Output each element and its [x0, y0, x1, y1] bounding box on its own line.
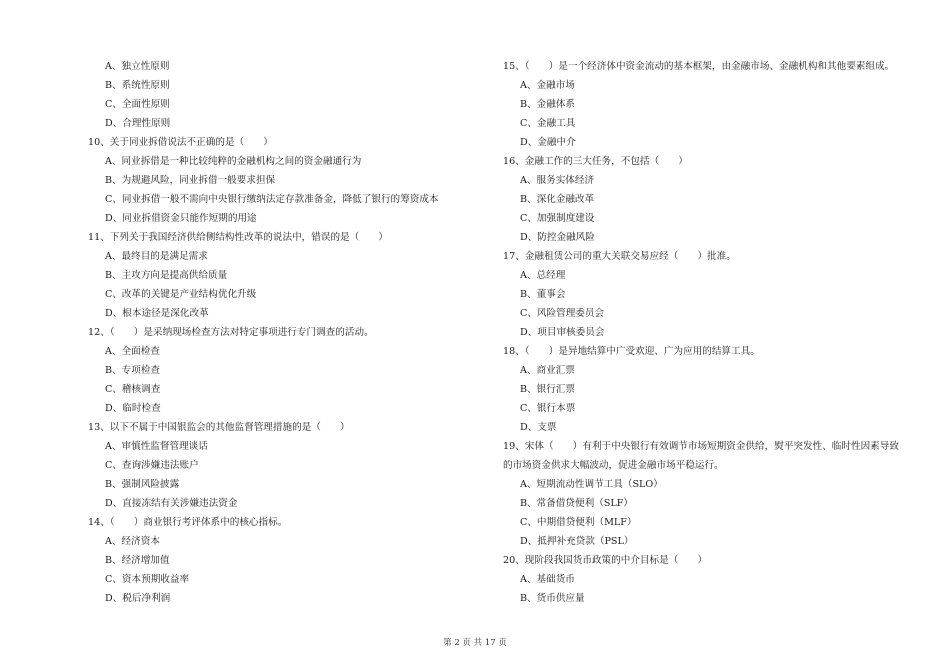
answer-option: A、总经理 — [520, 270, 566, 281]
answer-option: B、系统性原则 — [105, 80, 170, 91]
answer-option: A、经济资本 — [105, 536, 160, 547]
answer-option: B、专项检查 — [105, 365, 161, 376]
answer-option: D、支票 — [520, 422, 557, 433]
answer-option: B、银行汇票 — [520, 384, 576, 395]
answer-option: C、全面性原则 — [105, 99, 170, 110]
answer-option: D、直接冻结有关涉嫌违法资金 — [105, 498, 238, 509]
question-text: 13、以下不属于中国银监会的其他监督管理措施的是（ ） — [88, 422, 350, 433]
question-text: 15、（ ）是一个经济体中资金流动的基本框架，由金融市场、金融机构和其他要素组成。 — [503, 61, 895, 72]
answer-option: D、同业拆借资金只能作短期的用途 — [105, 213, 257, 224]
answer-option: A、审慎性监督管理谈话 — [105, 441, 208, 452]
answer-option: A、独立性原则 — [105, 61, 170, 72]
answer-option: B、强制风险披露 — [105, 479, 180, 490]
question-text: 10、关于同业拆借说法不正确的是（ ） — [88, 137, 273, 148]
answer-option: D、税后净利润 — [105, 593, 171, 604]
answer-option: A、基础货币 — [520, 574, 575, 585]
answer-option: A、商业汇票 — [520, 365, 575, 376]
answer-option: D、防控金融风险 — [520, 232, 595, 243]
answer-option: C、中期借贷便利（MLF） — [520, 517, 637, 528]
question-text-continued: 的市场资金供求大幅波动，促进金融市场平稳运行。 — [503, 460, 724, 471]
right-column — [503, 57, 903, 608]
answer-option: D、临时检查 — [105, 403, 161, 414]
answer-option: A、金融市场 — [520, 80, 575, 91]
answer-option: D、根本途径是深化改革 — [105, 308, 209, 319]
question-text: 18、（ ）是异地结算中广受欢迎、广为应用的结算工具。 — [503, 346, 760, 357]
page-footer: 第 2 页 共 17 页 — [443, 638, 507, 648]
answer-option: B、深化金融改革 — [520, 194, 595, 205]
answer-option: B、为规避风险，同业拆借一般要求担保 — [105, 175, 276, 186]
question-text: 19、宋体（ ）有利于中央银行有效调节市场短期资金供给，熨平突发性、临时性因素导致 — [503, 441, 899, 452]
answer-option: C、同业拆借一般不需向中央银行缴纳法定存款准备金，降低了银行的筹资成本 — [105, 194, 439, 205]
answer-option: D、抵押补充贷款（PSL） — [520, 536, 634, 547]
answer-option: C、改革的关键是产业结构优化升级 — [105, 289, 257, 300]
answer-option: C、资本预期收益率 — [105, 574, 190, 585]
answer-option: A、全面检查 — [105, 346, 160, 357]
answer-option: C、稽核调查 — [105, 384, 161, 395]
answer-option: B、主攻方向是提高供给质量 — [105, 270, 228, 281]
answer-option: B、货币供应量 — [520, 593, 585, 604]
answer-option: B、经济增加值 — [105, 555, 170, 566]
answer-option: C、查询涉嫌违法账户 — [105, 460, 199, 471]
answer-option: B、金融体系 — [520, 99, 576, 110]
question-text: 16、金融工作的三大任务，不包括（ ） — [503, 156, 688, 167]
answer-option: D、合理性原则 — [105, 118, 171, 129]
answer-option: D、项目审核委员会 — [520, 327, 605, 338]
answer-option: A、同业拆借是一种比较纯粹的金融机构之间的资金融通行为 — [105, 156, 362, 167]
answer-option: C、银行本票 — [520, 403, 576, 414]
question-text: 17、金融租赁公司的重大关联交易应经（ ）批准。 — [503, 251, 736, 262]
question-text: 20、现阶段我国货币政策的中介目标是（ ） — [503, 555, 708, 566]
answer-option: B、常备借贷便利（SLF） — [520, 498, 633, 509]
question-text: 14、（ ）商业银行考评体系中的核心指标。 — [88, 517, 288, 528]
answer-option: A、最终目的是满足需求 — [105, 251, 208, 262]
answer-option: B、董事会 — [520, 289, 566, 300]
answer-option: C、金融工具 — [520, 118, 576, 129]
answer-option: C、加强制度建设 — [520, 213, 595, 224]
answer-option: C、风险管理委员会 — [520, 308, 605, 319]
question-text: 12、（ ）是采纳现场检查方法对特定事项进行专门调查的活动。 — [88, 327, 374, 338]
left-column — [88, 57, 468, 608]
question-text: 11、下列关于我国经济供给侧结构性改革的说法中，错误的是（ ） — [88, 232, 389, 243]
answer-option: A、服务实体经济 — [520, 175, 595, 186]
answer-option: D、金融中介 — [520, 137, 576, 148]
answer-option: A、短期流动性调节工具（SLO） — [520, 479, 663, 490]
